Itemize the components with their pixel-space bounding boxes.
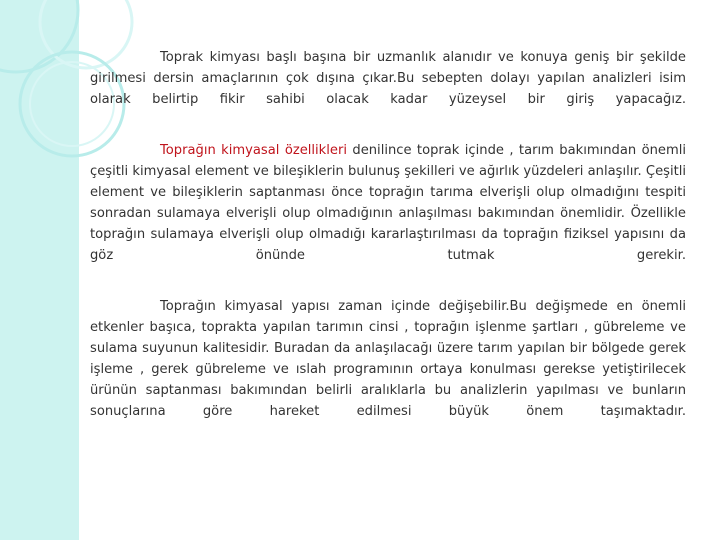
- paragraph-1-text: Toprak kimyası başlı başına bir uzmanlık alanıdır ve konuya geniş bir şekilde girilmesi dersin amaçlarının çok dışına çıkar.Bu sebepten dolayı yapılan analizleri isim olarak belirtip fikir sahibi olacak kadar yüzeysel bir giriş yapacağız.: [90, 50, 686, 107]
- document-body: [90, 47, 686, 422]
- paragraph-1: [90, 47, 686, 110]
- paragraph-2-text: denilince toprak içinde , tarım bakımından önemli çeşitli kimyasal element ve bileşiklerin bulunuş şekilleri ve ağırlık yüzdeleri anlaşılır. Çeşitli element ve bileşiklerin saptanması önce toprağın tarıma elverişli olup olmadığını tespiti sonradan sulamaya elverişli olup olmadığının anlaşılması bakımından önemlidir. Özellikle toprağın sulamaya elverişli olup olmadığı kararlaştırılması da toprağın fiziksel yapısını da göz önünde tutmak gerekir.: [90, 143, 686, 263]
- left-decorative-band: [0, 0, 79, 540]
- highlighted-term: Toprağın kimyasal özellikleri: [160, 143, 347, 158]
- paragraph-3: [90, 296, 686, 422]
- paragraph-3-text: Toprağın kimyasal yapısı zaman içinde değişebilir.Bu değişmede en önemli etkenler başıca, toprakta yapılan tarımın cinsi , toprağın işlenme şartları , gübreleme ve sulama suyunun kalitesidir. Buradan da anlaşılacağı üzere tarım yapılan bir bölgede gerek işleme , gerek gübreleme ve ıslah programının ortaya konulması gerekse yetiştirilecek ürünün saptanması bakımından belirli aralıklarla bu analizlerin yapılması ve bunların sonuçlarına göre hareket edilmesi büyük önem taşımaktadır.: [90, 299, 686, 419]
- paragraph-2: [90, 140, 686, 266]
